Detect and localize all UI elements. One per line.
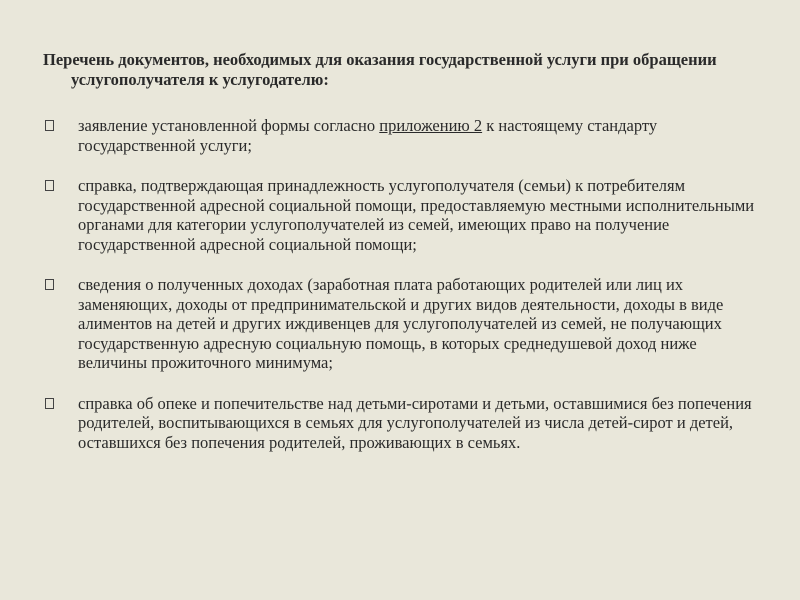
list-item <box>43 394 758 453</box>
list-item <box>43 116 758 155</box>
list-item <box>43 275 758 373</box>
square-bullet-icon <box>45 180 54 191</box>
list-item-text: сведения о полученных доходах (заработная плата работающих родителей или лиц их заменяющих, доходы от предпринимательской и других видов деятельности, доходы в виде алиментов на детей и других иждивенцев для услугополучателей из семей, не получающих государственную адресную социальную помощь, в которых среднедушевой доход ниже величины прожиточного минимума; <box>78 275 724 372</box>
list-item-text: заявление установленной формы согласно <box>78 116 380 135</box>
document-list-heading: Перечень документов, необходимых для оказания государственной услуги при обращении услугополучателя к услугодателю: <box>43 50 717 89</box>
square-bullet-icon <box>45 279 54 290</box>
document-list <box>43 116 758 473</box>
list-item-text: справка об опеке и попечительстве над детьми-сиротами и детьми, оставшимися без попечения родителей, воспитывающихся в семьях для услугополучателей из числа детей-сирот и детей, оставшихся без попечения родителей, проживающих в семьях. <box>78 393 752 452</box>
list-item-text: к настоящему стандарту государственной услуги; <box>78 116 658 155</box>
appendix-2-link[interactable]: приложению 2 <box>379 116 483 135</box>
list-item-text: справка, подтверждающая принадлежность услугополучателя (семьи) к потребителям государственной адресной социальной помощи, предоставляемую местными исполнительными органами для категории услугополучателей из семей, имеющих право на получение государственной адресной социальной помощи; <box>78 176 755 254</box>
square-bullet-icon <box>45 398 54 409</box>
list-item <box>43 176 758 254</box>
square-bullet-icon <box>45 120 54 131</box>
